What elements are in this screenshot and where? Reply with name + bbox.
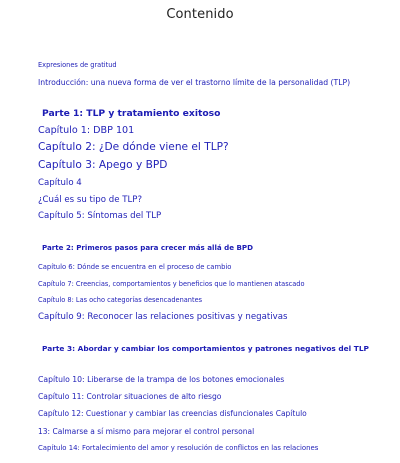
toc-entry-chapter-8[interactable]: Capítulo 8: Las ocho categorías desencadenantes (38, 296, 203, 304)
toc-entry-chapter-10[interactable]: Capítulo 10: Liberarse de la trampa de los botones emocionales (38, 375, 285, 384)
toc-entry-chapter-6[interactable]: Capítulo 6: Dónde se encuentra en el proceso de cambio (38, 263, 232, 271)
toc-entry-chapter-14[interactable]: Capítulo 14: Fortalecimiento del amor y resolución de conflictos en las relaciones (38, 444, 319, 452)
toc-entry-chapter-2[interactable]: Capítulo 2: ¿De dónde viene el TLP? (38, 141, 229, 153)
toc-entry-chapter-4[interactable]: Capítulo 4 (38, 178, 82, 188)
toc-entry-gratitude[interactable]: Expresiones de gratitud (38, 61, 117, 69)
toc-entry-introduction[interactable]: Introducción: una nueva forma de ver el trastorno límite de la personalidad (TLP) (38, 78, 351, 87)
part-3-heading[interactable]: Parte 3: Abordar y cambiar los comportamientos y patrones negativos del TLP (42, 344, 369, 353)
toc-entry-chapter-1[interactable]: Capítulo 1: DBP 101 (38, 125, 135, 136)
toc-entry-chapter-3[interactable]: Capítulo 3: Apego y BPD (38, 159, 168, 171)
toc-entry-chapter-5[interactable]: Capítulo 5: Síntomas del TLP (38, 211, 162, 221)
toc-entry-chapter-13[interactable]: 13: Calmarse a sí mismo para mejorar el control personal (38, 427, 255, 436)
toc-entry-chapter-11[interactable]: Capítulo 11: Controlar situaciones de alto riesgo (38, 392, 222, 401)
toc-entry-chapter-9[interactable]: Capítulo 9: Reconocer las relaciones positivas y negativas (38, 312, 288, 322)
toc-entry-chapter-12[interactable]: Capítulo 12: Cuestionar y cambiar las creencias disfuncionales Capítulo (38, 409, 307, 418)
part-1-heading[interactable]: Parte 1: TLP y tratamiento exitoso (42, 108, 221, 119)
part-2-heading[interactable]: Parte 2: Primeros pasos para crecer más allá de BPD (42, 243, 254, 252)
toc-entry-chapter-7[interactable]: Capítulo 7: Creencias, comportamientos y beneficios que lo mantienen atascado (38, 280, 305, 288)
page-title: Contenido (166, 7, 234, 22)
toc-entry-chapter-4-subtitle[interactable]: ¿Cuál es su tipo de TLP? (38, 195, 143, 205)
